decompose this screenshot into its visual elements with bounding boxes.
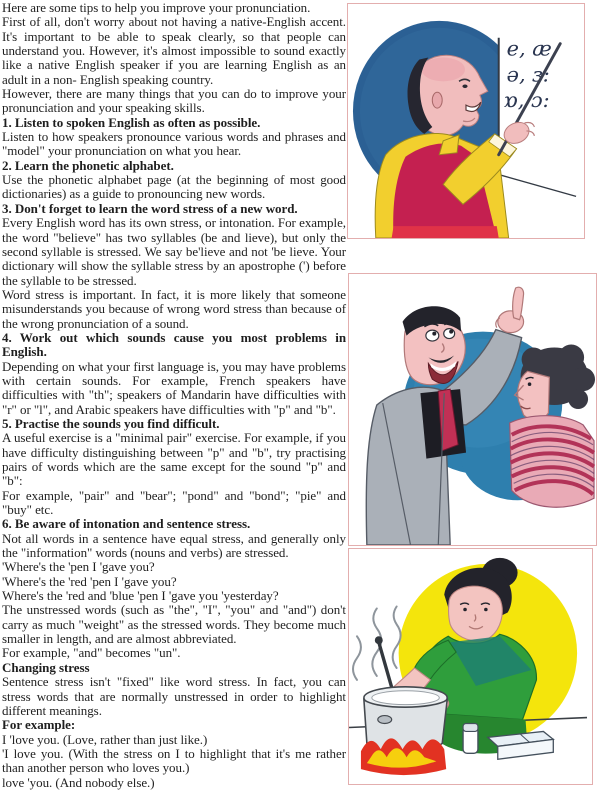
paragraph: love 'you. (And nobody else.) <box>2 774 155 790</box>
paragraph: For example, "pair" and "bear"; "pond" and "bond"; "pie" and "buy" etc. <box>2 487 346 518</box>
tip-heading: 6. Be aware of intonation and sentence stress. <box>2 516 251 532</box>
teacher-illustration-drawing <box>348 4 584 238</box>
paragraph: First of all, don't worry about not having a native-English accent. It's important to be able to speak clearly, so that people can understand you. However, it's almost impossible to sound exactly like a native English speaker if you are learning English as an adult in a non- English speaking country. <box>2 14 346 87</box>
cooking-illustration-drawing <box>349 549 592 784</box>
tip-heading: Changing stress <box>2 659 90 675</box>
paragraph: Listen to how speakers pronounce various words and phrases and "model" your pronunciation on what you hear. <box>2 129 346 159</box>
paragraph: Depending on what your first language is, you may have problems with certain sounds. For example, French speakers have difficulties with "th"; speakers of Mandarin have difficulties with "r" or "l", and Arabic speakers have difficulties with "p" and "b". <box>2 358 346 417</box>
phonetic-symbols-row1: e, æ <box>506 36 552 61</box>
paragraph: Sentence stress isn't "fixed" like word stress. In fact, you can stress words that are normally unstressed in order to highlight different meanings. <box>2 674 346 718</box>
teacher-illustration <box>347 3 585 239</box>
woman-eye-right <box>484 608 488 612</box>
tip-heading: For example: <box>2 717 76 733</box>
phonetic-symbols-row3: ɒ, ɔ: <box>503 88 550 113</box>
pot-handle <box>378 716 392 724</box>
speaker-eye-right <box>444 329 455 339</box>
woman-face <box>449 586 503 641</box>
paragraph: Word stress is important. In fact, it is more likely that someone misunderstands you because of wrong word stress than because of the wrong pronunciation of a sound. <box>2 286 346 331</box>
paragraph: However, there are many things that you can do to improve your pronunciation and your speaking skills. <box>2 86 346 116</box>
listener-eye <box>528 382 532 386</box>
paragraph: I 'love you. (Love, rather than just like.) <box>2 731 208 747</box>
listener-face <box>518 371 550 420</box>
paragraph: Where's the 'red and 'blue 'pen I 'gave you 'yesterday? <box>2 588 279 604</box>
phonetic-symbols-row2: ə, ɜ: <box>506 62 550 87</box>
pot-contents <box>372 691 439 705</box>
woman-eye-left <box>463 608 467 612</box>
paragraph: 'I love you. (With the stress on I to highlight that it's me rather than another person who loves you.) <box>2 745 346 776</box>
tip-heading: 5. Practise the sounds you find difficult. <box>2 415 220 431</box>
paragraph: 'Where's the 'red 'pen I 'gave you? <box>2 573 177 589</box>
paragraph: Every English word has its own stress, or intonation. For example, the word "believe" has two syllables (be and lieve), but only the second syllable is stressed. We say be'lieve and not 'be lieve. Your dictionary will show the syllable stress by an apostrophe (') before the syllable to be stressed. <box>2 215 346 288</box>
paragraph: 'Where's the 'pen I 'gave you? <box>2 559 155 575</box>
paragraph: A useful exercise is a "minimal pair" exercise. For example, if you have difficulty distinguishing between "p" and "b", try practising pairs of words which are the same except for the sound "p" and "b": <box>2 430 346 489</box>
cooking-illustration <box>348 548 593 785</box>
paragraph: Use the phonetic alphabet page (at the beginning of most good dictionaries) as a guide to pronouncing new words. <box>2 172 346 202</box>
teacher-eye <box>462 85 467 89</box>
pointing-finger <box>513 287 524 319</box>
paragraph: Here are some tips to help you improve your pronunciation. <box>2 0 311 15</box>
paragraph: Not all words in a sentence have equal stress, and generally only the "information" words (nouns and verbs) are stressed. <box>2 530 346 561</box>
article-text <box>2 1 346 790</box>
paragraph: For example, "and" becomes "un". <box>2 645 181 661</box>
tip-heading: 4. Work out which sounds cause you most problems in English. <box>2 329 346 360</box>
conversation-illustration <box>348 273 597 546</box>
tip-heading: 2. Learn the phonetic alphabet. <box>2 157 174 173</box>
conversation-illustration-drawing <box>349 274 596 545</box>
teacher-ear <box>432 92 442 108</box>
speaker-eye-left <box>426 330 439 341</box>
tip-heading: 1. Listen to spoken English as often as possible. <box>2 114 261 130</box>
tip-heading: 3. Don't forget to learn the word stress of a new word. <box>2 200 298 216</box>
paragraph: The unstressed words (such as "the", "I", "you" and "and") don't carry as much "weight" as the stressed words. They become much smaller in length, and are almost abbreviated. <box>2 602 346 647</box>
